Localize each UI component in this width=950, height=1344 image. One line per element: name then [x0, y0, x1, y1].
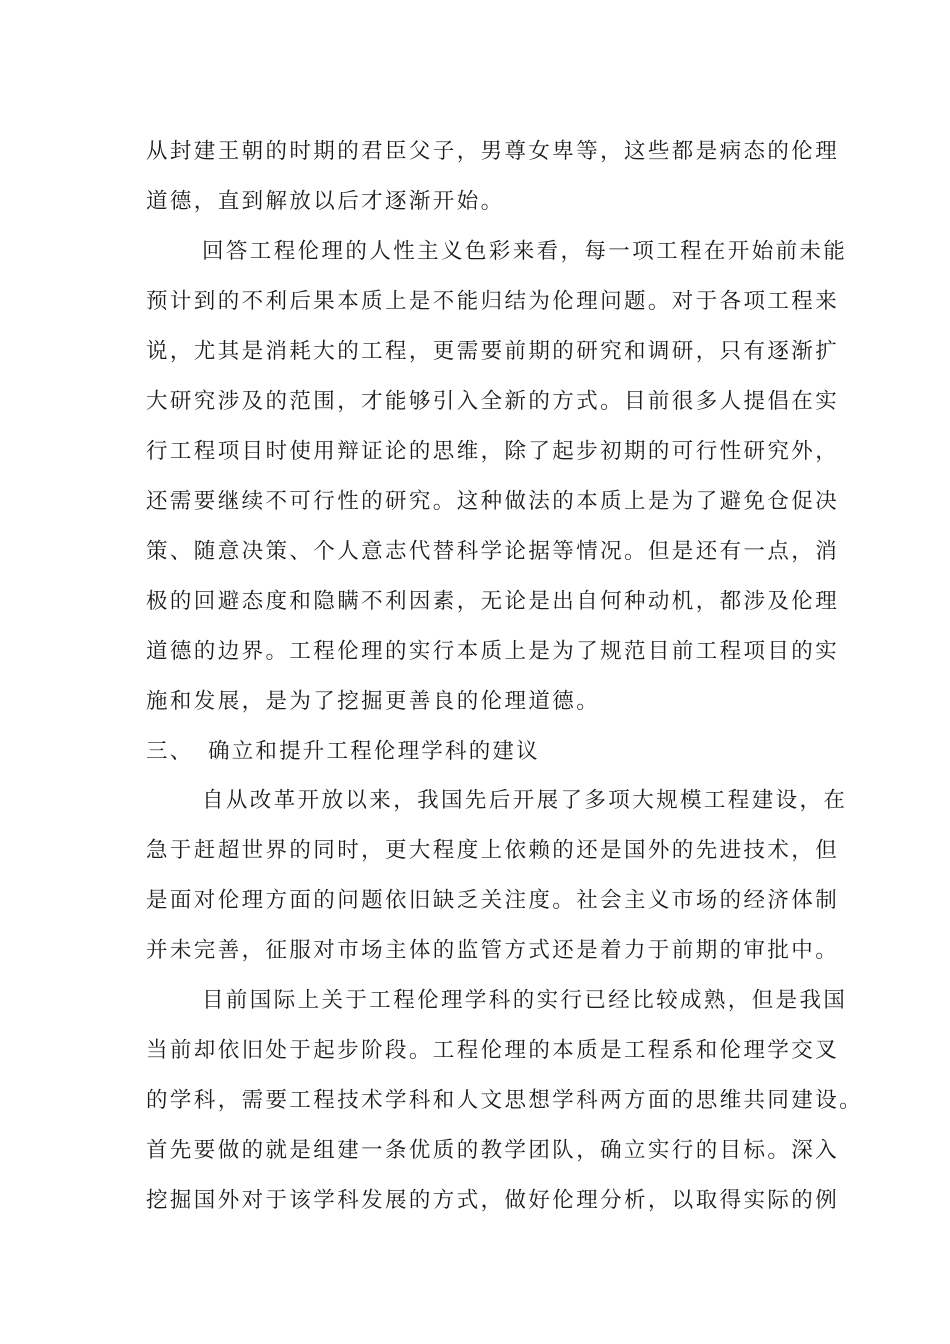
- paragraph-line: 并未完善，征服对市场主体的监管方式还是着力于前期的审批中。: [146, 938, 840, 963]
- paragraph-line: 预计到的不利后果本质上是不能归结为伦理问题。对于各项工程来: [146, 289, 840, 314]
- section-number: 三、: [146, 739, 194, 764]
- paragraph-line: 施和发展，是为了挖掘更善良的伦理道德。: [146, 689, 601, 714]
- paragraph-line: 大研究涉及的范围，才能够引入全新的方式。目前很多人提倡在实: [146, 389, 840, 414]
- paragraph-line: 目前国际上关于工程伦理学科的实行已经比较成熟，但是我国: [202, 988, 848, 1013]
- paragraph-line: 挖掘国外对于该学科发展的方式，做好伦理分析，以取得实际的例: [146, 1188, 840, 1213]
- paragraph-line: 是面对伦理方面的问题依旧缺乏关注度。社会主义市场的经济体制: [146, 888, 840, 913]
- paragraph-line: 策、随意决策、个人意志代替科学论据等情况。但是还有一点，消: [146, 539, 840, 564]
- paragraph-line: 首先要做的就是组建一条优质的教学团队，确立实行的目标。深入: [146, 1138, 840, 1163]
- paragraph-line: 自从改革开放以来，我国先后开展了多项大规模工程建设，在: [202, 788, 848, 813]
- paragraph-line: 从封建王朝的时期的君臣父子，男尊女卑等，这些都是病态的伦理: [146, 139, 840, 164]
- paragraph-line: 行工程项目时使用辩证论的思维，除了起步初期的可行性研究外，: [146, 439, 840, 464]
- paragraph-line: 当前却依旧处于起步阶段。工程伦理的本质是工程系和伦理学交叉: [146, 1038, 840, 1063]
- paragraph-line: 还需要继续不可行性的研究。这种做法的本质上是为了避免仓促决: [146, 489, 840, 514]
- paragraph-line: 回答工程伦理的人性主义色彩来看，每一项工程在开始前未能: [202, 239, 848, 264]
- paragraph-line: 说，尤其是消耗大的工程，更需要前期的研究和调研，只有逐渐扩: [146, 339, 840, 364]
- paragraph-line: 道德的边界。工程伦理的实行本质上是为了规范目前工程项目的实: [146, 639, 840, 664]
- paragraph-line: 道德，直到解放以后才逐渐开始。: [146, 189, 505, 214]
- paragraph-line: 的学科，需要工程技术学科和人文思想学科两方面的思维共同建设。: [146, 1088, 864, 1113]
- paragraph-line: 极的回避态度和隐瞒不利因素，无论是出自何种动机，都涉及伦理: [146, 589, 840, 614]
- paragraph-line: 急于赶超世界的同时，更大程度上依赖的还是国外的先进技术，但: [146, 838, 840, 863]
- section-heading: [146, 737, 540, 767]
- section-title: 确立和提升工程伦理学科的建议: [208, 739, 540, 764]
